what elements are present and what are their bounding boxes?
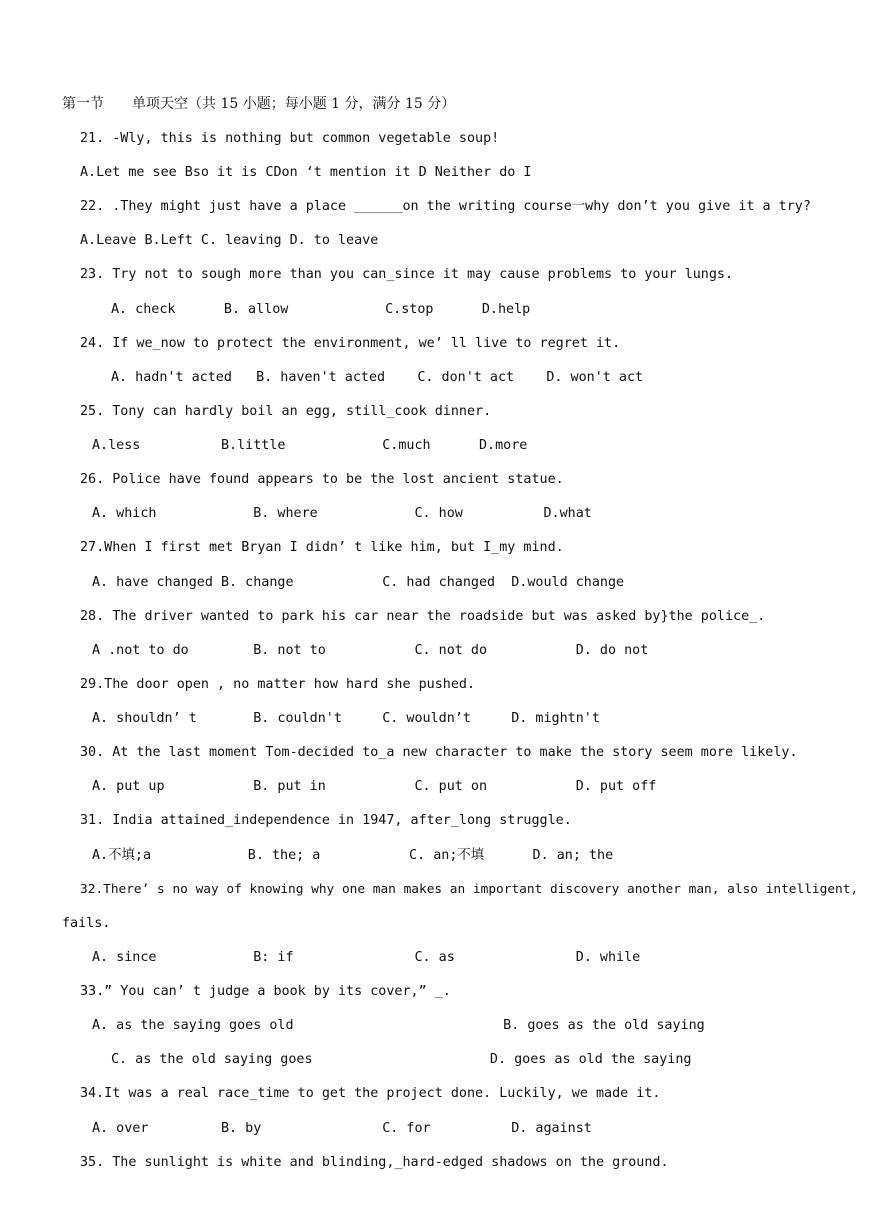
q33-options-row1: A. as the saying goes old B. goes as the old saying [92, 1018, 705, 1033]
q27-stem: 27.When I first met Bryan I didn’ t like him, but I_my mind. [80, 540, 564, 555]
q27-options: A. have changed B. change C. had changed D.would change [92, 575, 625, 590]
q26-stem: 26. Police have found appears to be the lost ancient statue. [80, 472, 564, 487]
q31-options: A.不填;a B. the; a C. an;不填 D. an; the [92, 848, 614, 863]
q31-stem: 31. India attained_independence in 1947, after_long struggle. [80, 813, 572, 828]
q25-options: A.less B.little C.much D.more [92, 438, 528, 453]
q30-options: A. put up B. put in C. put on D. put off [92, 779, 657, 794]
q21-stem: 21. -Wly, this is nothing but common vegetable soup! [80, 131, 500, 146]
q34-options: A. over B. by C. for D. against [92, 1121, 592, 1136]
q22-options: A.Leave B.Left C. leaving D. to leave [80, 233, 379, 248]
q33-stem: 33.” You can’ t judge a book by its cover,” _. [80, 984, 451, 999]
q23-stem: 23. Try not to sough more than you can_since it may cause problems to your lungs. [80, 267, 734, 282]
q29-stem: 29.The door open , no matter how hard she pushed. [80, 677, 476, 692]
q35-stem: 35. The sunlight is white and blinding,_hard-edged shadows on the ground. [80, 1155, 669, 1170]
q24-stem: 24. If we_now to protect the environment, we’ ll live to regret it. [80, 336, 621, 351]
q32-options: A. since B: if C. as D. while [92, 950, 641, 965]
q29-options: A. shouldn’ t B. couldn't C. wouldn’t D. mightn't [92, 711, 600, 726]
q26-options: A. which B. where C. how D.what [92, 506, 592, 521]
q33-options-row2: C. as the old saying goes D. goes as old the saying [111, 1052, 692, 1067]
q32-stem-continued: fails. [62, 916, 111, 931]
q23-options: A. check B. allow C.stop D.help [111, 302, 531, 317]
q21-options: A.Let me see Bso it is CDon ‘t mention it D Neither do I [80, 165, 532, 180]
q22-stem: 22. .They might just have a place ______on the writing course一why don’t you give it a try? [80, 199, 811, 214]
q28-options: A .not to do B. not to C. not do D. do not [92, 643, 649, 658]
section-header: 第一节 单项天空（共 15 小题；每小题 1 分，满分 15 分） [62, 96, 456, 112]
q28-stem: 28. The driver wanted to park his car near the roadside but was asked by}the police_. [80, 609, 766, 624]
q25-stem: 25. Tony can hardly boil an egg, still_cook dinner. [80, 404, 492, 419]
q34-stem: 34.It was a real race_time to get the project done. Luckily, we made it. [80, 1086, 661, 1101]
q30-stem: 30. At the last moment Tom-decided to_a new character to make the story seem more likely. [80, 745, 798, 760]
q24-options: A. hadn't acted B. haven't acted C. don't act D. won't act [111, 370, 644, 385]
q32-stem: 32.There’ s no way of knowing why one man makes an important discovery another man, also intelligent, [80, 882, 859, 897]
